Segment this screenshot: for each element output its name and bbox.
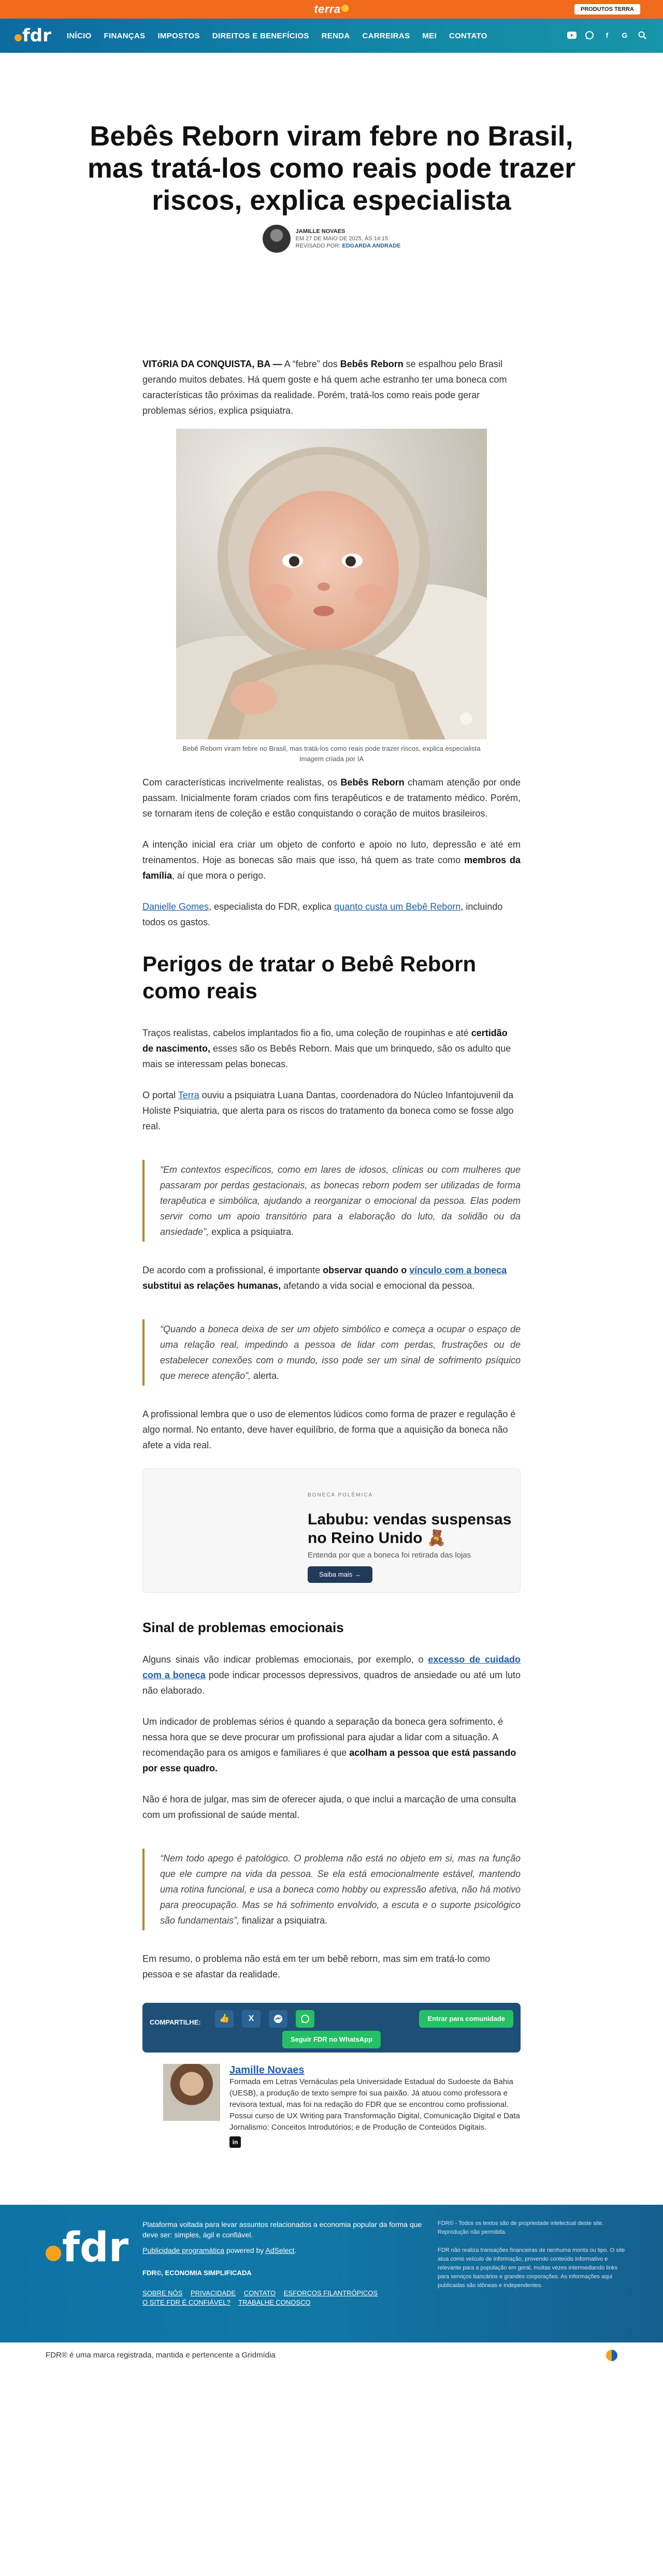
thumbs-up-icon[interactable]: 👍 [215,2010,234,2028]
footer-link-esforcos[interactable]: ESFORÇOS FILANTRÓPICOS [283,2289,378,2297]
figure-caption: Bebê Reborn viram febre no Brasil, mas tratá-los como reais pode trazer riscos, explica especialista Imagem criada por IA [182,745,481,763]
footer-about: Plataforma voltada para levar assuntos relacionados a economia popular da forma que deve ser: simples, ágil e confiável. Publicidade programática powered by AdSelect. FDR©, ECONOMIA SIMPLIFICADA SOBRE NÓS PRIVACIDADE CONTATO ESFORÇOS FILANTRÓPICOS O SITE FDR É CONFIÁVEL? TRABALHE CONOSCO [142,2219,433,2307]
ads-link[interactable]: Publicidade programática [142,2246,224,2254]
publish-date: EM 27 DE MAIO DE 2025, ÀS 14:15 [295,236,388,242]
follow-whatsapp-button[interactable]: Seguir FDR no WhatsApp [282,2031,381,2048]
terra-logo[interactable]: terra [314,3,349,16]
link-danielle-gomes[interactable]: Danielle Gomes [142,901,209,912]
paragraph: Não é hora de julgar, mas sim de oferecer ajuda, o que inclui a marcação de uma consulta com um profissional de saúde mental. [142,1794,516,1820]
link-quanto-custa[interactable]: quanto custa um Bebê Reborn [334,901,461,912]
author-name[interactable]: JAMILLE NOVAES [295,228,345,235]
paragraph: O portal Terra ouviu a psiquiatra Luana Dantas, coordenadora do Núcleo Infantojuvenil da Holiste Psiquiatria, que alerta para os riscos do tratamento da boneca como se fosse algo real. [142,1090,514,1131]
paragraph: A profissional lembra que o uso de elementos lúdicos como forma de prazer e regulação é algo normal. No entanto, deve haver equilíbrio, de forma que a aquisição da boneca não afete a vida real. [142,1409,516,1450]
intro-paragraph: VITóRIA DA CONQUISTA, BA — A “febre” dos Bebês Reborn se espalhou pelo Brasil gerando muitos debates. Há quem goste e há quem ache estranho ter uma boneca com características tão próximas da realidade. Porém, tratá-los como reais pode gerar problemas sérios, explica psiquiatra. [142,359,507,416]
share-icons [215,2010,314,2028]
paragraph: Danielle Gomes, especialista do FDR, explica quanto custa um Bebê Reborn, incluindo todos os gastos. [142,901,503,927]
link-terra[interactable]: Terra [178,1090,199,1100]
paragraph: De acordo com a profissional, é importante observar quando o vínculo com a boneca substitui as relações humanas, afetando a vida social e emocional da pessoa. [142,1265,507,1291]
nav-link-contato[interactable]: CONTATO [449,31,487,40]
section-heading: Perigos de tratar o Bebê Reborn como reais [142,952,477,1003]
paragraph: Traços realistas, cabelos implantados fio a fio, uma coleção de roupinhas e até certidão de nascimento, esses são os Bebês Reborn. Mais que um brinquedo, são os adulto que mais se interessam pelas bonecas. [142,1028,511,1069]
produtos-terra-button[interactable]: PRODUTOS TERRA [574,4,640,14]
nav-link-direitos[interactable]: DIREITOS E BENEFÍCIOS [212,31,309,40]
facebook-icon[interactable]: f [606,31,609,39]
join-community-button[interactable]: Entrar para comunidade [419,2010,513,2028]
nav-link-carreiras[interactable]: CARREIRAS [362,31,410,40]
reviewer-name[interactable]: EDGARDA ANDRADE [342,243,401,249]
google-news-icon[interactable]: G [622,31,628,39]
footer-logo-dot-icon [46,2246,61,2261]
adselect-link[interactable]: AdSelect [265,2246,295,2254]
footer-link-confiavel[interactable]: O SITE FDR É CONFIÁVEL? [142,2298,230,2306]
paragraph: Alguns sinais vão indicar problemas emocionais, por exemplo, o excesso de cuidado com a boneca pode indicar processos depressivos, quadros de ansiedade ou até um luto não elaborado. [142,1654,521,1696]
nav-link-financas[interactable]: FINANÇAS [104,31,146,40]
quote-block: “Quando a boneca deixa de ser um objeto simbólico e começa a ocupar o espaço de uma relação real, impedindo a pessoa de lidar com perdas, frustrações ou de estabelecer conexões com o mundo, isso pode ser um sinal de sofrimento psíquico que merece atenção”, alerta. [142,1319,521,1386]
quote-block: “Em contextos específicos, como em lares de idosos, clínicas ou com mulheres que passaram por perdas gestacionais, as bonecas reborn podem ser utilizadas de forma terapêutica e simbólica, ajudando a reorganizar o emocional da pessoa. Elas podem servir como um apoio transitório para a elaboração do luto, da solidão ou da ansiedade”, explica a psiquiatra. [142,1160,521,1242]
footer-legal: FDR© - Todos os textos são de propriedade intelectual deste site. Reprodução não permitida. FDR não realiza transações financeiras de nenhuma monta ou tipo. O site atua como veículo de informação, provendo conteúdo informativo e relevante para a população em geral, muitas vezes intermediando links para serviços bancários e grandes corporações. As informações aqui publicadas são idôneas e independentes. [438,2220,625,2289]
x-icon[interactable]: X [242,2010,261,2028]
subsection-heading: Sinal de problemas emocionais [142,1620,344,1635]
footer [0,2205,663,2342]
author-avatar[interactable] [263,225,291,253]
paragraph: A intenção inicial era criar um objeto de conforto e apoio no luto, depressão e até em treinamentos. Hoje as bonecas são mais que isso, há quem as trate como membros da família, aí que mora o perigo. [142,839,521,881]
footer-logo[interactable]: fdr [46,2224,128,2271]
promo-title[interactable]: Labubu: vendas suspensas no Reino Unido 🧸 [308,1511,512,1547]
paragraph: Um indicador de problemas sérios é quando a separação da boneca gera sofrimento, é nessa hora que se deve procurar um profissional para ajudar a lidar com a situação. A recomendação para os amigos e familiares é que acolham a pessoa que está passando por esse quadro. [142,1716,516,1773]
terra-top-bar [0,0,663,19]
gridmidia-icon[interactable] [606,2350,617,2361]
paragraph: Em resumo, o problema não está em ter um bebê reborn, mas sim em tratá-lo como pessoa e se afastar da realidade. [142,1954,491,1980]
quote-block: “Nem todo apego é patológico. O problema não está no objeto em si, mas na função que ele cumpre na vida da pessoa. Se ela está emocionalmente estável, mantendo uma rotina funcional, e usa a boneca como hobby ou expressão afetiva, não há motivo para preocupação. Mas se há sofrimento envolvido, a escuta e o suporte psicológico são fundamentais”, finalizar a psiquiatra. [142,1849,521,1930]
nav-link-renda[interactable]: RENDA [321,31,350,40]
messenger-icon[interactable] [269,2010,287,2028]
whatsapp-icon[interactable] [584,30,595,40]
author-meta [296,228,401,250]
main-nav [0,19,663,53]
youtube-icon[interactable] [567,30,577,40]
nav-link-impostos[interactable]: IMPOSTOS [157,31,200,40]
promo-tag: BONECA POLÊMICA [308,1492,373,1498]
nav-link-mei[interactable]: MEI [422,31,437,40]
footer-links [142,2289,433,2307]
terra-logo-dot-icon [342,5,349,12]
share-label: COMPARTILHE: [150,2018,201,2026]
promo-card[interactable] [142,1468,521,1593]
author-bio-photo [163,2064,220,2121]
search-icon[interactable] [637,30,647,40]
footer-link-sobre[interactable]: SOBRE NÓS [142,2289,183,2297]
author-bio-name[interactable]: Jamille Novaes [229,2064,305,2076]
link-vinculo-boneca[interactable]: vínculo com a boneca [409,1265,507,1275]
footer-link-trabalhe[interactable]: TRABALHE CONOSCO [238,2298,311,2306]
article-body [142,356,521,2148]
logo-dot-icon [15,34,22,41]
author-box [73,225,590,253]
reviewed-by: REVISADO POR: EDGARDA ANDRADE [295,243,401,249]
article-title: Bebês Reborn viram febre no Brasil, mas tratá-los como reais pode trazer riscos, explica especialista [87,121,576,216]
nav-links [67,32,487,40]
author-bio [142,2064,521,2148]
author-bio-text: Formada em Letras Vernáculas pela Universidade Estadual do Sudoeste da Bahia (UESB), a produção de texto sempre foi sua paixão. Já atuou como professora e revisora textual, mas foi na redação do FDR que se encontrou como profissional. Possui curso de UX Writing para Transformação Digital, Comunicação Digital e Data Jornalismo: Conceitos Introdutórios; e de Produção de Conteúdos Digitais. [229,2077,520,2132]
nav-link-inicio[interactable]: INÍCIO [66,31,92,40]
linkedin-icon[interactable]: in [229,2136,241,2148]
trademark-text: FDR® é uma marca registrada, mantida e pertencente a Gridmídia [46,2351,276,2360]
footer-link-privacidade[interactable]: PRIVACIDADE [190,2289,236,2297]
article-figure [176,429,487,764]
bottom-bar [0,2342,663,2369]
whatsapp-icon[interactable] [296,2010,314,2028]
promo-description: Entenda por que a boneca foi retirada das lojas [308,1551,471,1560]
article-header [73,53,590,253]
share-bar [142,2003,521,2053]
link-excesso-cuidado[interactable]: excesso de cuidado com a boneca [142,1654,521,1680]
footer-link-contato[interactable]: CONTATO [243,2289,276,2297]
dateline: VITóRIA DA CONQUISTA, BA — [142,359,282,369]
fdr-logo[interactable]: fdr [15,25,51,46]
reborn-baby-photo [176,429,487,739]
promo-saiba-mais-button[interactable]: Saiba mais → [308,1566,372,1583]
nav-social-icons [567,30,647,40]
footer-slogan: FDR©, ECONOMIA SIMPLIFICADA [142,2269,252,2277]
paragraph: Com características incrivelmente realistas, os Bebês Reborn chamam atenção por onde passam. Inicialmente foram criados com fins terapêuticos e de tratamento médico. Porém, se tornaram itens de coleção e estão conquistando o coração de muitos brasileiros. [142,777,521,819]
